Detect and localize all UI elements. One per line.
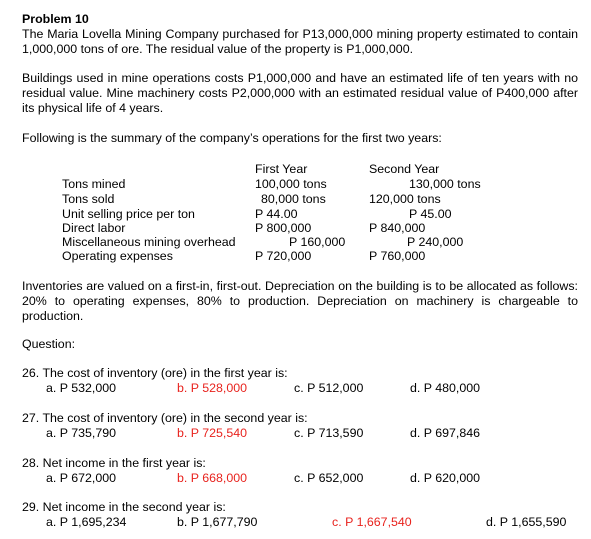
- row-second-value: P 240,000: [407, 235, 464, 249]
- choice-c: c. P 1,667,540: [332, 515, 412, 529]
- question-text: 29. Net income in the second year is:: [22, 500, 226, 514]
- choice-d: d. P 697,846: [410, 426, 481, 440]
- row-label: Unit selling price per ton: [62, 207, 195, 221]
- row-first-value: P 44.00: [255, 207, 298, 221]
- row-label: Tons sold: [62, 192, 115, 206]
- question-text: 28. Net income in the first year is:: [22, 456, 206, 470]
- row-label: Operating expenses: [62, 249, 173, 263]
- choice-c: c. P 512,000: [294, 381, 364, 395]
- row-first-value: P 160,000: [289, 235, 346, 249]
- row-second-value: 120,000 tons: [369, 192, 441, 206]
- header-second-year: Second Year: [369, 162, 440, 176]
- intro-paragraph: The Maria Lovella Mining Company purchased for P13,000,000 mining property estimated to contain 1,000,000 tons of ore. The residual value of the property is P1,000,000.: [22, 27, 578, 56]
- header-first-year: First Year: [255, 162, 308, 176]
- row-first-value: 80,000 tons: [261, 192, 326, 206]
- inventory-note: Inventories are valued on a first-in, first-out. Depreciation on the building is to be allocated as follows: 20% to operating expenses, 80% to production. Depreciation on machinery is chargeable to production.: [22, 279, 578, 323]
- assets-paragraph: Buildings used in mine operations costs P1,000,000 and have an estimated life of ten years with no residual value. Mine machinery costs P2,000,000 with an estimated residual value of P400,000 after its physical life of 4 years.: [22, 71, 578, 115]
- choice-b: b. P 725,540: [177, 426, 248, 440]
- problem-title: Problem 10: [22, 12, 89, 26]
- row-second-value: P 45.00: [409, 207, 452, 221]
- choice-a: a. P 735,790: [46, 426, 117, 440]
- choice-c: c. P 652,000: [294, 471, 364, 485]
- row-label: Direct labor: [62, 221, 126, 235]
- row-second-value: P 840,000: [369, 221, 426, 235]
- choice-d: d. P 480,000: [410, 381, 481, 395]
- choice-a: a. P 672,000: [46, 471, 117, 485]
- row-first-value: 100,000 tons: [255, 177, 327, 191]
- question-text: 26. The cost of inventory (ore) in the first year is:: [22, 366, 288, 380]
- row-label: Tons mined: [62, 177, 126, 191]
- question-text: 27. The cost of inventory (ore) in the second year is:: [22, 411, 308, 425]
- choice-a: a. P 532,000: [46, 381, 117, 395]
- summary-lead: Following is the summary of the company’s operations for the first two years:: [22, 131, 442, 145]
- row-first-value: P 720,000: [255, 249, 312, 263]
- choice-d: d. P 620,000: [410, 471, 481, 485]
- choice-b: b. P 1,677,790: [177, 515, 258, 529]
- choice-b: b. P 528,000: [177, 381, 248, 395]
- choice-d: d. P 1,655,590: [486, 515, 567, 529]
- row-label: Miscellaneous mining overhead: [62, 235, 236, 249]
- choice-c: c. P 713,590: [294, 426, 364, 440]
- row-second-value: P 760,000: [369, 249, 426, 263]
- row-second-value: 130,000 tons: [409, 177, 481, 191]
- question-label: Question:: [22, 337, 76, 351]
- choice-a: a. P 1,695,234: [46, 515, 127, 529]
- choice-b: b. P 668,000: [177, 471, 248, 485]
- row-first-value: P 800,000: [255, 221, 312, 235]
